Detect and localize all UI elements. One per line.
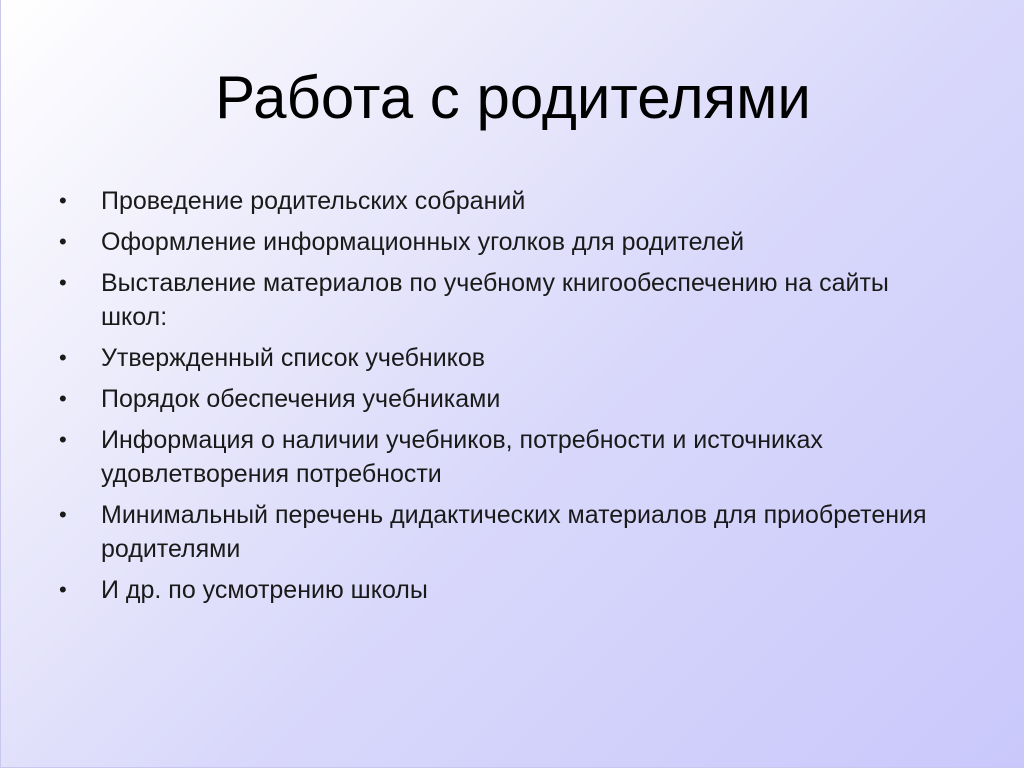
list-item [59,382,959,416]
bullet-text: Минимальный перечень дидактических материалов для приобретения родителями [101,501,927,563]
list-item [59,498,959,566]
bullet-text: Выставление материалов по учебному книгообеспечению на сайты школ: [101,269,889,331]
bullet-icon: • [59,229,67,254]
bullet-list [59,184,959,614]
bullet-text: Оформление информационных уголков для родителей [101,228,745,256]
list-item [59,573,959,607]
bullet-icon: • [59,427,67,452]
list-item [59,184,959,218]
bullet-icon: • [59,188,67,213]
bullet-text: Проведение родительских собраний [101,187,526,215]
bullet-icon: • [59,502,67,527]
list-item [59,341,959,375]
slide-title: Работа с родителями [215,64,811,131]
bullet-icon: • [59,386,67,411]
bullet-icon: • [59,270,67,295]
bullet-text: И др. по усмотрению школы [101,576,428,604]
bullet-icon: • [59,577,67,602]
list-item [59,423,959,491]
bullet-text: Порядок обеспечения учебниками [101,385,501,413]
bullet-icon: • [59,345,67,370]
list-item [59,266,959,334]
bullet-text: Утвержденный список учебников [101,344,486,372]
list-item [59,225,959,259]
bullet-text: Информация о наличии учебников, потребности и источниках удовлетворения потребности [101,426,823,488]
